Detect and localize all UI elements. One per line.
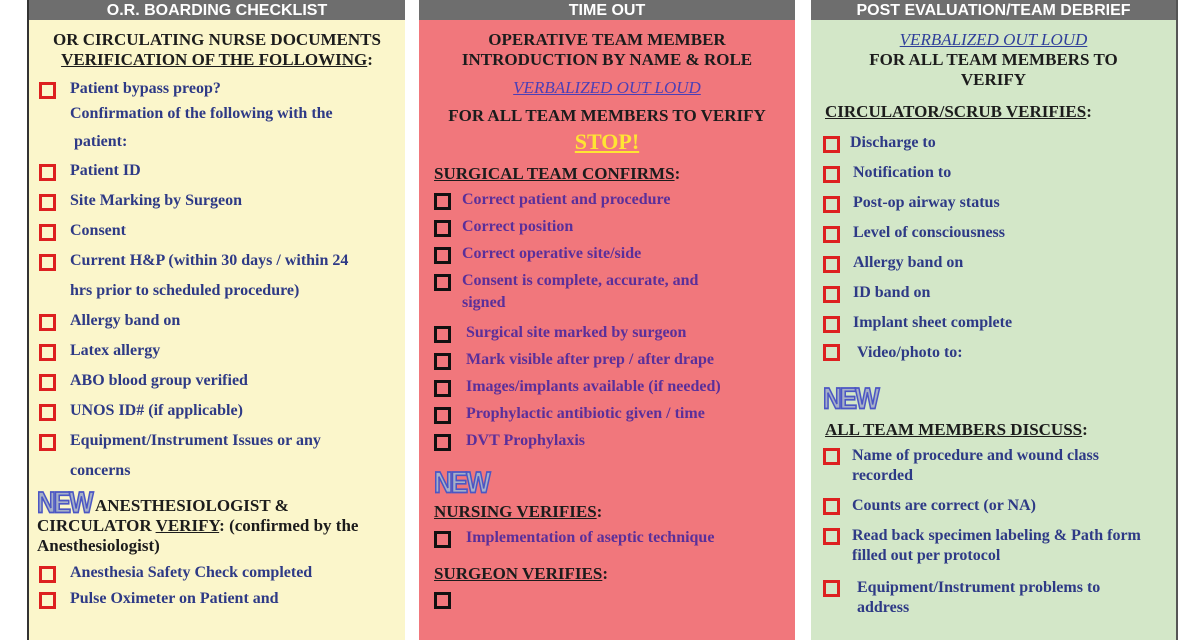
panel-header: TIME OUT [419,0,795,20]
item-label: Images/implants available (if needed) [466,378,721,395]
item-label: Counts are correct (or NA) [852,497,1036,514]
checkbox-icon[interactable] [434,380,451,397]
checkbox-icon[interactable] [39,224,56,241]
panel-header: O.R. BOARDING CHECKLIST [29,0,405,20]
section-heading [434,564,795,584]
checkbox-icon[interactable] [39,566,56,583]
colon: : [674,164,681,183]
checklist-item[interactable] [434,213,795,240]
checkbox-icon[interactable] [823,498,840,515]
checklist-item[interactable] [434,400,795,427]
section-title: CIRCULATOR/SCRUB VERIFIES [825,102,1087,121]
section-heading [823,102,1176,122]
verbalized-out-loud-text: VERBALIZED OUT LOUD [513,78,701,97]
checkbox-icon[interactable] [39,82,56,99]
item-label: Prophylactic antibiotic given / time [466,405,705,422]
checklist-item[interactable] [823,128,1176,158]
checkbox-icon[interactable] [434,220,451,237]
checklist-item[interactable] [39,306,405,336]
checklist-item[interactable] [823,188,1176,218]
new-badge-icon: NEW [823,380,878,416]
section-heading: Anesthesiologist) [37,536,160,555]
checkbox-icon[interactable] [823,316,840,333]
checklist-item[interactable] [823,248,1176,278]
checklist-item[interactable] [434,270,744,314]
intro-line: FOR ALL TEAM MEMBERS TO [869,50,1118,69]
intro-line: OR CIRCULATING NURSE DOCUMENTS [53,30,381,49]
colon: : [1086,102,1092,121]
checklist-item[interactable] [823,158,1176,188]
intro-line: OPERATIVE TEAM MEMBER [488,30,726,49]
checklist-item[interactable] [823,446,1143,486]
checklist-item[interactable] [434,346,795,373]
checklist-item[interactable] [823,496,1143,516]
checklist-item[interactable] [823,308,1176,338]
item-label: Correct operative site/side [462,245,642,262]
time-out-panel [419,0,795,640]
item-label: Post-op airway status [853,194,1000,211]
checkbox-icon[interactable] [823,166,840,183]
checkbox-icon[interactable] [39,344,56,361]
checklist-item[interactable] [434,240,795,267]
item-label: Correct patient and procedure [462,191,671,208]
checkbox-icon[interactable] [434,407,451,424]
checklist-item[interactable] [39,560,405,586]
panel-intro [29,30,405,70]
item-label: Implant sheet complete [853,314,1013,331]
checkbox-icon[interactable] [823,344,840,361]
checkbox-icon[interactable] [39,314,56,331]
item-label: Patient bypass preop? [70,80,221,97]
checkbox-icon[interactable] [823,448,840,465]
item-label: DVT Prophylaxis [466,432,585,449]
checklist-item[interactable] [39,246,405,276]
section-title: ALL TEAM MEMBERS DISCUSS [825,420,1083,439]
checklist-item[interactable] [39,586,405,612]
checklist-item[interactable] [434,524,795,552]
checklist-item[interactable] [39,426,405,456]
confirm-text [39,100,405,156]
section-heading [823,420,1176,440]
checkbox-icon[interactable] [823,226,840,243]
confirm-line: patient: [74,133,128,150]
checkbox-icon[interactable] [434,247,451,264]
item-label: Site Marking by Surgeon [70,192,243,209]
item-label: Notification to [853,164,952,181]
item-label: ABO blood group verified [70,372,248,389]
item-label: UNOS ID# (if applicable) [70,402,243,419]
checkbox-icon[interactable] [39,592,56,609]
item-label: Allergy band on [70,312,181,329]
checklist-item[interactable] [823,338,1176,368]
checklist-item[interactable] [39,366,405,396]
panel-intro [419,30,795,152]
checklist-item[interactable] [823,578,1143,618]
checkbox-icon[interactable] [823,580,840,597]
item-label: Latex allergy [70,342,161,359]
new-badge-icon: NEW [434,464,489,500]
checklist-item[interactable] [39,396,405,426]
item-label: Allergy band on [853,254,964,271]
checkbox-icon[interactable] [823,136,840,153]
checkbox-icon[interactable] [39,434,56,451]
checklist-item[interactable] [434,427,795,454]
section-title: SURGEON VERIFIES [434,564,603,583]
anesthesiologist-section [37,484,405,556]
checkbox-icon[interactable] [434,274,451,291]
checkbox-icon[interactable] [39,374,56,391]
checklist-item[interactable] [434,186,795,213]
section-heading [434,164,795,184]
item-label: Level of consciousness [853,224,1005,241]
checkbox-icon[interactable] [434,592,451,609]
item-label: Video/photo to: [857,344,963,361]
colon: : [602,564,608,583]
post-evaluation-panel [811,0,1178,640]
checkbox-icon[interactable] [434,193,451,210]
checkbox-icon[interactable] [39,194,56,211]
colon: : [596,502,603,521]
item-label: Correct position [462,218,574,235]
item-label: Name of procedure and wound class recorded [852,447,1099,484]
intro-line: VERIFY [960,70,1027,89]
confirm-line: Confirmation of the following with the [70,105,333,122]
item-label: Surgical site marked by surgeon [466,324,687,341]
item-label: Read back specimen labeling & Path form filled out per protocol [852,527,1141,564]
checklist-item[interactable] [434,584,795,609]
checklist-item[interactable] [823,218,1176,248]
checklist-item[interactable] [823,526,1143,566]
new-badge-icon: NEW [37,484,92,520]
stop-text: STOP! [574,129,640,154]
checkbox-icon[interactable] [39,164,56,181]
section-heading: ANESTHESIOLOGIST & [94,496,289,515]
verbalized-out-loud-text: VERBALIZED OUT LOUD [899,30,1088,49]
item-label: Pulse Oximeter on Patient and [70,590,279,607]
section-title: SURGICAL TEAM CONFIRMS [434,164,675,183]
item-label: Current H&P (within 30 days / within 24 [70,252,349,269]
boarding-checklist-panel [27,0,405,640]
checklist-item[interactable] [434,319,795,346]
checkbox-icon[interactable] [434,531,451,548]
item-continuation: concerns [70,462,131,479]
checklist-item[interactable] [39,78,405,100]
item-label: Consent [70,222,127,239]
section-heading: : (confirmed by the [219,516,359,535]
item-continuation: hrs prior to scheduled procedure) [70,282,300,299]
item-label: Equipment/Instrument problems to address [857,579,1101,616]
checkbox-icon[interactable] [39,404,56,421]
item-label: Mark visible after prep / after drape [466,351,714,368]
checklist-item[interactable] [39,186,405,216]
panel-intro [811,30,1176,90]
colon: : [1082,420,1088,439]
checkbox-icon[interactable] [823,286,840,303]
checkbox-icon[interactable] [823,256,840,273]
item-label: ID band on [853,284,931,301]
section-heading [434,502,795,522]
panel-header: POST EVALUATION/TEAM DEBRIEF [811,0,1176,20]
checkbox-icon[interactable] [434,353,451,370]
intro-line: FOR ALL TEAM MEMBERS TO VERIFY [448,106,766,125]
checkbox-icon[interactable] [39,254,56,271]
checklist-item[interactable] [39,156,405,186]
section-title: NURSING VERIFIES [434,502,597,521]
intro-line-underlined: VERIFICATION OF THE FOLLOWING [61,50,368,69]
colon: : [367,50,373,69]
intro-line: INTRODUCTION BY NAME & ROLE [461,50,753,69]
item-label: Consent is complete, accurate, and signed [462,272,699,311]
checklist-item[interactable] [39,336,405,366]
item-label: Patient ID [70,162,141,179]
item-label: Equipment/Instrument Issues or any [70,432,321,449]
checkbox-icon[interactable] [434,326,451,343]
item-label: Discharge to [850,134,936,151]
checkbox-icon[interactable] [823,528,840,545]
checkbox-icon[interactable] [823,196,840,213]
checkbox-icon[interactable] [434,434,451,451]
checklist-item[interactable] [39,216,405,246]
section-heading: CIRCULATOR [37,516,156,535]
checklist-item[interactable] [434,373,795,400]
checklist-item[interactable] [823,278,1176,308]
section-heading-underlined: VERIFY [155,516,220,535]
item-label: Implementation of aseptic technique [466,529,715,546]
item-label: Anesthesia Safety Check completed [70,564,313,581]
